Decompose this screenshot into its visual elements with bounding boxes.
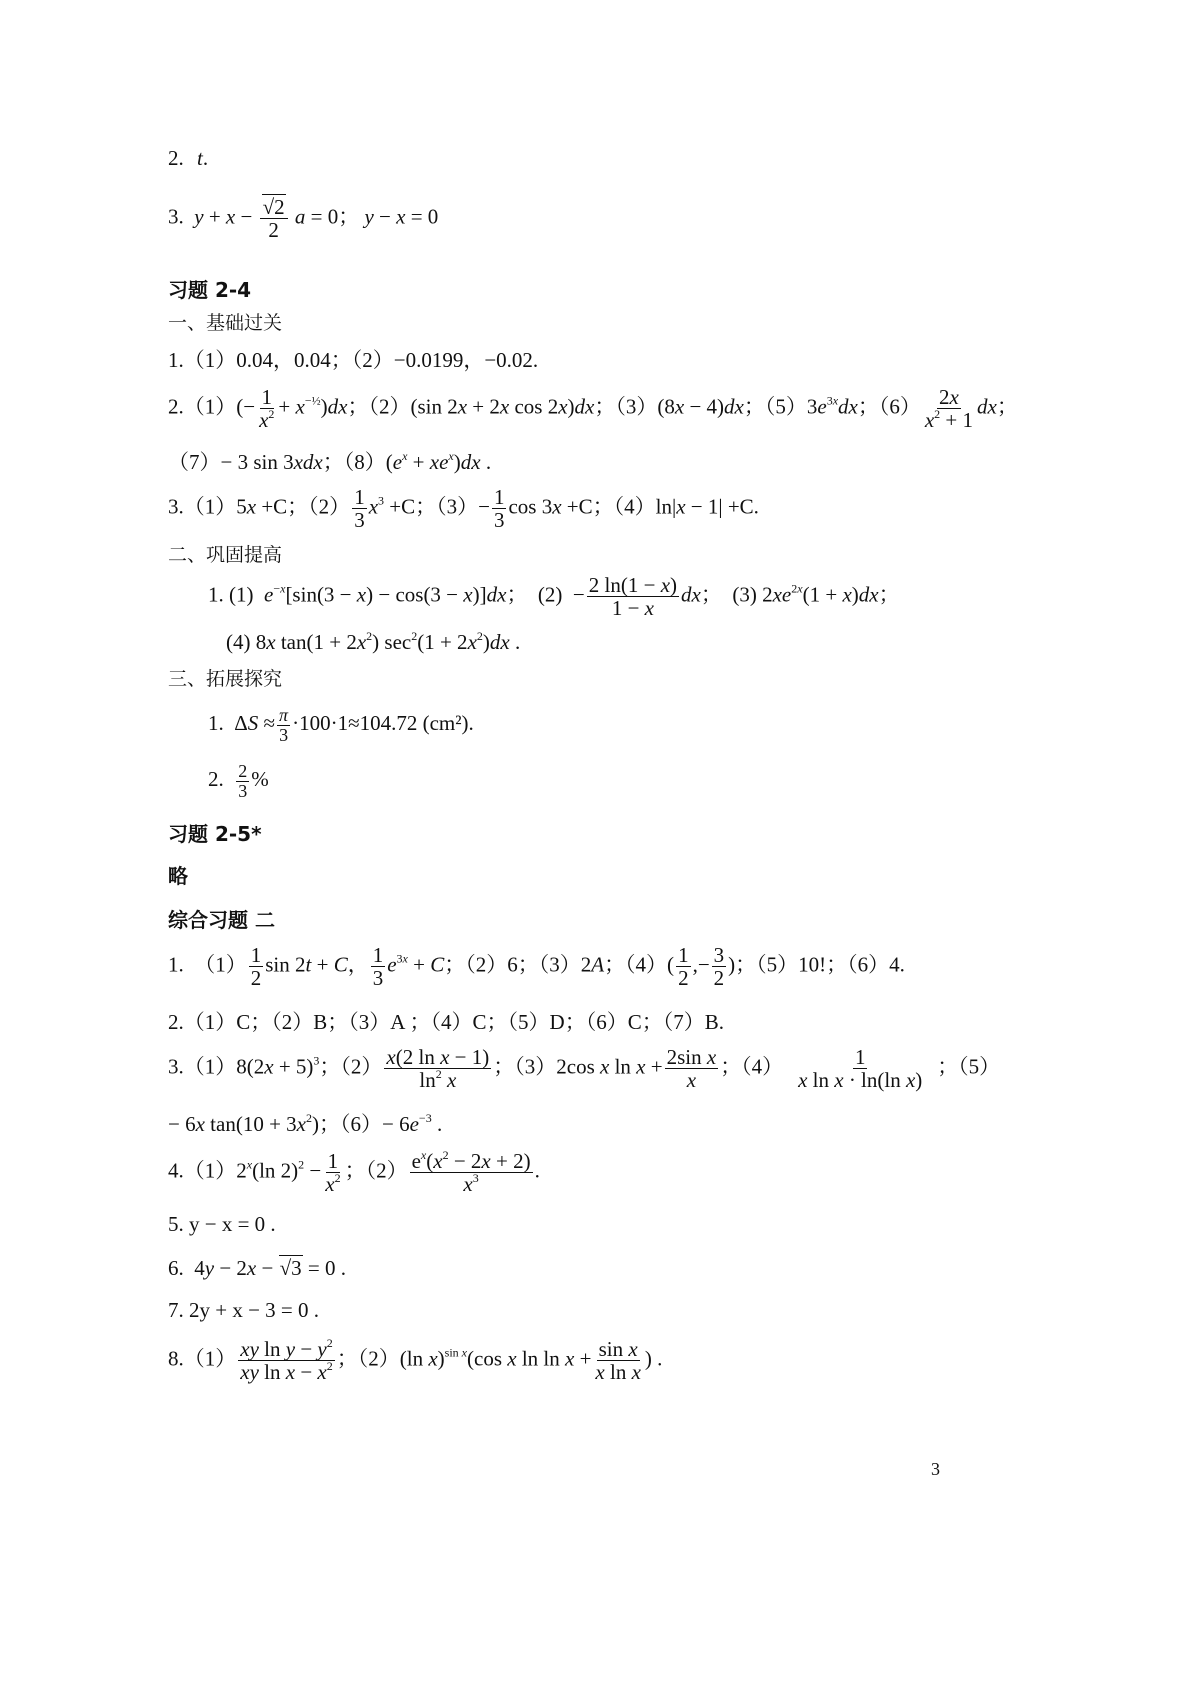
subheader-basic: 一、基础过关 xyxy=(168,312,283,334)
review-q1-tail: ；（5）10!；（6）4. xyxy=(735,952,905,977)
improve-q1-line2: (4) 8x $\tan(1 + 2x^2)$ $\sec^2(1 + 2x^2)dx$ . xyxy=(226,629,521,654)
review-q1: 1. （1） $\frac{1}{2}$ sin 2t + C， $\frac{1}{3}$ $e^{3x} + C$；（2）6；（3）2A；（4）( $\frac{1}{2}$ ,− $\frac{3}{2}$ )；（5）10!；（6）4. xyxy=(168,943,905,991)
separator: ； xyxy=(338,204,360,229)
section-title-review: 综合习题 二 xyxy=(168,908,275,932)
review-q4: 4.（1）2$^x$(ln 2)$^2$ − $\frac{1}{x^2}$ ；（2） $\frac{e^x(x^2 - 2x + 2)}{x^3}$ . xyxy=(168,1148,540,1197)
answer-2-number: 2. xyxy=(168,146,184,170)
extend-q1-value: ·100·1≈104.72 (cm²). xyxy=(292,711,474,736)
subheader-improve: 二、巩固提高 xyxy=(168,544,283,566)
extend-q1: 1. ΔS ≈ $\frac{\pi}{3}$ ·100·1≈104.72 (cm²). xyxy=(208,705,474,745)
section-title-ex24: 习题 2-4 xyxy=(168,278,252,302)
ex24-q3: 3.（1）5x +C；（2） $\frac{1}{3}$ $x^3 +C$；（3）− $\frac{1}{3}$ cos 3x +C；（4）ln|x − 1| +C. xyxy=(168,485,759,533)
review-q8: 8.（1） $\frac{xy \ln y - y^2}{xy \ln x - x^2}$ ；（2）(ln x)$^{sin x}$(cos x ln ln x + $\frac{\text{sin x}}{\text{x ln x}}$ ) . xyxy=(168,1336,663,1385)
ex24-q3-number: 3. xyxy=(168,494,184,519)
answer-2: 2. t. xyxy=(168,146,209,170)
ex25-body: 略 xyxy=(168,864,188,888)
subheader-extend: 三、拓展探究 xyxy=(168,668,283,690)
review-q5: 5. y − x = 0 . xyxy=(168,1212,276,1236)
ex24-q2-number: 2. xyxy=(168,394,184,419)
extend-q2: 2. $\frac{2}{3}$ % xyxy=(208,761,269,801)
ex24-q2-line1: 2.（1）(− $\frac{1}{x^2}$ + $x^{-\frac{1}{2}})dx$；（2）(sin 2x + 2x cos 2x)dx；（3）(8x − 4)dx；$(5)3e^{3x}dx$；（6） $\frac{2x}{x^2 + 1}$ dx； xyxy=(168,385,1018,433)
answer-3: 3. y + x − $\frac{√2}{2}$ a = 0； y − x = 0 xyxy=(168,195,439,243)
review-q2: 2.（1）C；（2）B；（3）A ；（4）C；（5）D；（6）C；（7）B. xyxy=(168,1010,724,1034)
review-q6: 6. 4y − 2x − √3 = 0 . xyxy=(168,1256,346,1280)
review-q3-line2: − 6x $\tan(10 + 3x^2)$；$(6)- 6e^{-3}$ . xyxy=(168,1111,443,1136)
ex24-q1: 1.（1）0.04，0.04；（2）−0.0199，−0.02. xyxy=(168,348,539,372)
answer-2-value: t xyxy=(197,146,203,170)
section-title-ex25: 习题 2-5* xyxy=(168,822,262,846)
page-number: 3 xyxy=(931,1459,940,1479)
improve-q1-line1: 1. (1) $e^{-x}[\sin(3 - x) - \cos(3 - x)]dx$； (2) − $\frac{2 \ln(1 - x)}{1 - x}$ dx； (3) $2xe^{2x}(1 + x)dx$； xyxy=(208,573,900,621)
answer-3-number: 3. xyxy=(168,204,184,229)
review-q6-number: 6. xyxy=(168,1256,184,1280)
review-q3-line1: $3.(1)8(2x + 5)^3$；（2） $\frac{\text{x(2 ln x − 1)}}{\ln^2 x}$ ；（3）2cos x ln x + $\frac{\text{2sin x}}{x}$ ；（4） $\frac{1}{\text{x ln x · ln(ln x)}}$ ；（5） xyxy=(168,1045,1001,1093)
review-q7: 7. 2y + x − 3 = 0 . xyxy=(168,1298,320,1322)
ex24-q2-line2: （7）− 3 sin 3xdx；$(8)(e^x + xe^x)dx$ . xyxy=(168,449,492,474)
extend-q2-unit: % xyxy=(251,767,269,792)
